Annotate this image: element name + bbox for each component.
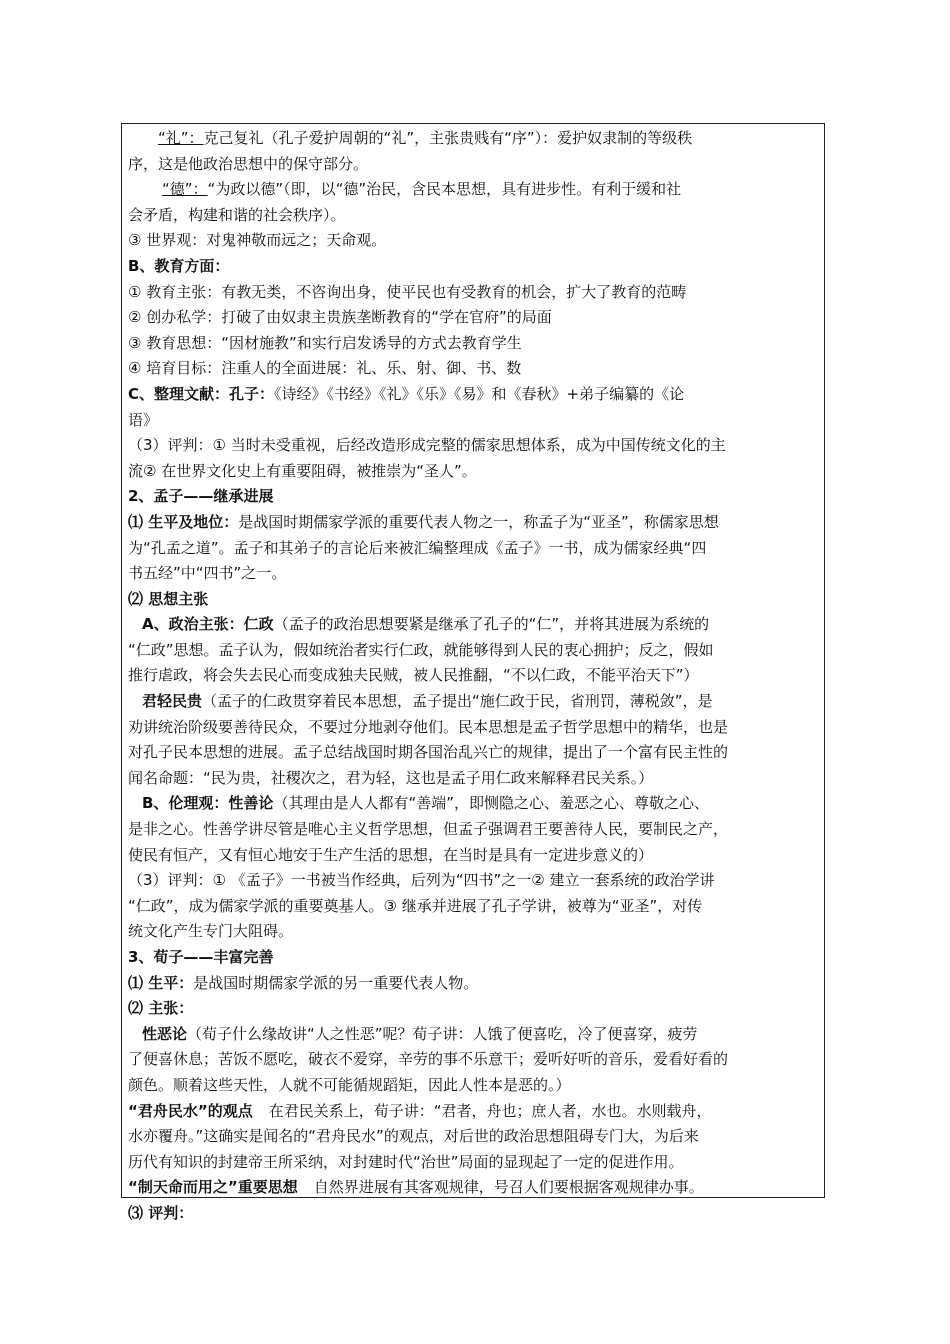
text-line: 劝讲统治阶级要善待民众，不要过分地剥夺他们。民本思想是孟子哲学思想中的精华，也是 [128,717,729,736]
subheading: ⑵ 主张： [128,999,194,1018]
text-span: （荀子什么缘故讲“人之性恶”呢？荀子讲：人饿了便喜吃，冷了便喜穿，疲劳 [187,1024,698,1043]
text-line [128,1175,820,1201]
text-line: （3）评判：① 《孟子》一书被当作经典，后列为“四书”之一② 建立一套系统的政治学讲 [128,871,715,890]
text-line: ③ 教育思想：“因材施教”和实行启发诱导的方式去教育学生 [128,333,522,352]
text-line: ② 创办私学：打破了由奴隶主贵族垄断教育的“学在官府”的局面 [128,308,552,327]
document-body [128,126,820,1227]
text-line: 语》 [128,410,159,429]
text-span: 是战国时期儒家学派的另一重要代表人物。 [193,973,479,992]
text-line: 颜色。顺着这些天性，人就不可能循规蹈矩，因此人性本是恶的。） [128,1075,571,1094]
subheading: “君舟民水”的观点 [128,1101,253,1120]
text-line: ③ 世界观：对鬼神敬而远之；天命观。 [128,231,387,250]
text-span: （孟子的仁政贯穿着民本思想，孟子提出“施仁政于民，省刑罚，薄税敛”，是 [202,692,713,711]
text-line: 使民有恒产，又有恒心地安于生产生活的思想，在当时是具有一定进步意义的） [128,845,654,864]
text-line [128,971,820,997]
text-line [128,791,820,817]
text-span: 在君民关系上，荀子讲：“君者，舟也；庶人者，水也。水则载舟， [268,1101,712,1120]
section-heading: 2、孟子——继承进展 [128,487,274,506]
de-label: “德”： [162,180,208,199]
subheading: A、政治主张：仁政 [142,615,274,634]
text-line: 流② 在世界文化史上有重要阻碍，被推崇为“圣人”。 [128,461,477,480]
text-line: 为“孔孟之道”。孟子和其弟子的言论后来被汇编整理成《孟子》一书，成为儒家经典“四 [128,538,707,557]
text-line: 了便喜休息；苦饭不愿吃，破衣不爱穿，辛劳的事不乐意干；爱听好听的音乐，爱看好看的 [128,1050,729,1069]
text-line: 是非之心。性善学讲尽管是唯心主义哲学思想，但孟子强调君王要善待人民，要制民之产， [128,820,729,839]
text-line: 统文化产生专门大阻碍。 [128,922,294,941]
text-line: “仁政”，成为儒家学派的重要奠基人。③ 继承并进展了孔子学讲，被尊为“亚圣”，对传 [128,896,703,915]
text-span: 是战国时期儒家学派的重要代表人物之一，称孟子为“亚圣”，称儒家思想 [238,512,719,531]
text-span: 自然界进展有其客观规律，号召人们要根据客观规律办事。 [313,1178,704,1197]
li-label: “礼”： [158,129,204,147]
text-line [128,126,820,152]
text-line [128,1099,820,1125]
section-heading: B、教育方面： [128,256,230,275]
text-line: 会矛盾，构建和谐的社会秩序）。 [128,205,346,224]
subheading: 君轻民贵 [142,692,203,711]
text-line: ④ 培育目标：注重人的全面进展：礼、乐、射、御、书、数 [128,359,522,378]
text-line: 水亦覆舟。”这确实是闻名的“君舟民水”的观点，对后世的政治思想阻碍专门大，为后来 [128,1127,699,1146]
subheading: ⑵ 思想主张 [128,589,209,608]
text-line: 推行虐政，将会失去民心而变成独夫民贼，被人民推翻，“不以仁政，不能平治天下”） [128,666,699,685]
text-line [128,612,820,638]
text-line: “仁政”思想。孟子认为，假如统治者实行仁政，就能够得到人民的衷心拥护；反之，假如 [128,640,714,659]
text-line: 书五经”中“四书”之一。 [128,564,287,583]
text-span: “为政以德”（即，以“德”治民，含民本思想，具有进步性。有利于缓和社 [207,180,682,199]
text-line [128,689,820,715]
text-line [128,510,820,536]
section-heading: C、整理文献：孔子： [128,384,275,403]
text-line [128,1022,820,1048]
text-line: ① 教育主张：有教无类，不咨询出身，使平民也有受教育的机会，扩大了教育的范畴 [128,282,687,301]
text-line: （3）评判：① 当时未受重视，后经改造形成完整的儒家思想体系，成为中国传统文化的主 [128,436,726,455]
text-span: （孟子的政治思想要紧是继承了孔子的“仁”，并将其进展为系统的 [273,615,710,634]
text-line: 对孔子民本思想的进展。孟子总结战国时期各国治乱兴亡的规律，提出了一个富有民主性的 [128,743,729,762]
text-span: 克己复礼（孔子爱护周朝的“礼”，主张贵贱有“序”）：爱护奴隶制的等级秩 [203,129,693,147]
subheading: ⑴ 生平及地位： [128,512,239,531]
subheading: ⑴ 生平： [128,973,194,992]
text-line: 历代有知识的封建帝王所采纳，对封建时代“治世”局面的显现起了一定的促进作用。 [128,1152,684,1171]
text-line [128,177,820,203]
text-line: 序，这是他政治思想中的保守部分。 [128,154,369,173]
text-span: 《诗经》《书经》《礼》《乐》《易》和《春秋》+弟子编纂的《论 [274,384,685,403]
subheading: B、伦理观：性善论 [142,794,274,813]
text-span: （其理由是人人都有“善端”，即恻隐之心、羞恶之心、尊敬之心、 [273,794,709,813]
text-line [128,382,820,408]
subheading: 性恶论 [142,1024,188,1043]
section-heading: 3、荀子——丰富完善 [128,948,274,966]
subheading: “制天命而用之”重要思想 [128,1178,298,1197]
text-line: 闻名命题：“民为贵，社稷次之，君为轻，这也是孟子用仁政来解释君民关系。） [128,768,654,787]
subheading: ⑶ 评判： [128,1203,194,1222]
